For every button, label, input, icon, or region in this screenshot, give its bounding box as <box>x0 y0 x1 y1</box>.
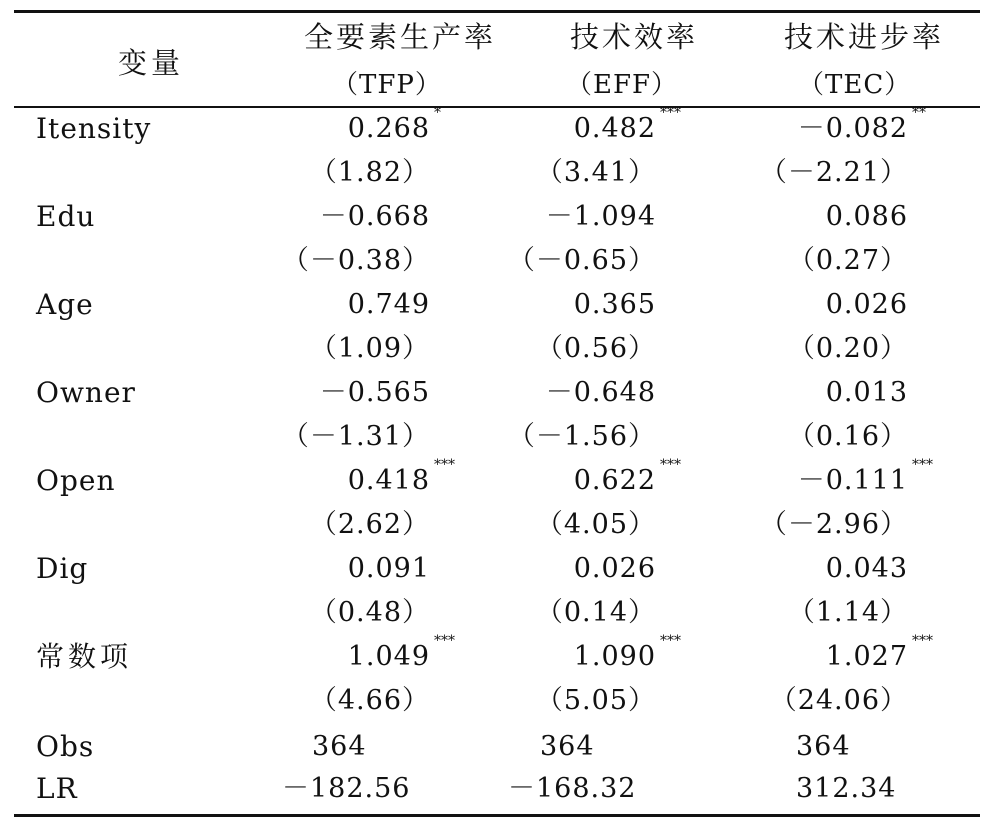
significance-stars: *** <box>912 633 933 649</box>
tstat-age-tec: （0.20） <box>787 333 908 364</box>
tstat-constant-tfp: （4.66） <box>309 685 430 716</box>
coef-owner-tfp: －0.565 <box>319 377 430 408</box>
coef-open-eff: 0.622 *** <box>573 457 681 496</box>
significance-stars: *** <box>660 105 681 121</box>
significance-stars: *** <box>434 457 455 473</box>
header-col-tec-abbr: （TEC） <box>798 70 912 100</box>
row-label-constant: 常数项 <box>36 640 133 673</box>
tstat-itensity-tfp: （1.82） <box>309 157 430 188</box>
row-label-age: Age <box>36 288 94 321</box>
coef-dig-tfp: 0.091 <box>347 553 430 584</box>
significance-stars: *** <box>660 633 681 649</box>
regression-table <box>14 6 980 826</box>
row-label-lr: LR <box>36 772 78 805</box>
row-label-itensity: Itensity <box>36 112 152 145</box>
coef-itensity-tec: －0.082 ** <box>797 105 926 144</box>
coef-constant-eff: 1.090 *** <box>573 633 681 672</box>
tstat-owner-tec: （0.16） <box>787 421 908 452</box>
tstat-edu-tfp: （－0.38） <box>281 245 430 276</box>
tstat-owner-tfp: （－1.31） <box>281 421 430 452</box>
lr-tfp: －182.56 <box>282 773 411 804</box>
significance-stars: *** <box>434 633 455 649</box>
row-label-open: Open <box>36 464 116 497</box>
header-col-tfp-abbr: （TFP） <box>332 70 442 100</box>
coef-open-tec: －0.111 *** <box>797 457 933 496</box>
tstat-itensity-eff: （3.41） <box>535 157 656 188</box>
coef-open-tfp: 0.418 *** <box>347 457 455 496</box>
obs-tfp: 364 <box>312 731 367 762</box>
header-rule <box>14 106 980 108</box>
coef-dig-tec: 0.043 <box>825 553 908 584</box>
tstat-owner-eff: （－1.56） <box>507 421 656 452</box>
tstat-open-eff: （4.05） <box>535 509 656 540</box>
tstat-constant-tec: （24.06） <box>769 685 908 716</box>
coef-itensity-eff: 0.482 *** <box>573 105 681 144</box>
significance-stars: * <box>434 105 441 121</box>
tstat-dig-tec: （1.14） <box>787 597 908 628</box>
significance-stars: *** <box>660 457 681 473</box>
row-label-edu: Edu <box>36 200 96 233</box>
header-col-eff-abbr: （EFF） <box>566 70 679 100</box>
coef-edu-tfp: －0.668 <box>319 201 430 232</box>
coef-edu-eff: －1.094 <box>545 201 656 232</box>
tstat-edu-tec: （0.27） <box>787 245 908 276</box>
header-col-tfp-title: 全要素生产率 <box>304 20 497 54</box>
coef-constant-tec: 1.027 *** <box>825 633 933 672</box>
obs-tec: 364 <box>796 731 851 762</box>
tstat-age-eff: （0.56） <box>535 333 656 364</box>
tstat-constant-eff: （5.05） <box>535 685 656 716</box>
row-label-obs: Obs <box>36 730 95 763</box>
header-col-tec-title: 技术进步率 <box>784 20 945 54</box>
lr-eff: －168.32 <box>508 773 637 804</box>
coef-age-tec: 0.026 <box>825 289 908 320</box>
lr-tec: 312.34 <box>796 773 897 804</box>
coef-itensity-tfp: 0.268 * <box>347 105 441 144</box>
tstat-edu-eff: （－0.65） <box>507 245 656 276</box>
obs-eff: 364 <box>540 731 595 762</box>
significance-stars: *** <box>912 457 933 473</box>
tstat-open-tec: （－2.96） <box>759 509 908 540</box>
coef-constant-tfp: 1.049 *** <box>347 633 455 672</box>
significance-stars: ** <box>912 105 926 121</box>
coef-edu-tec: 0.086 <box>825 201 908 232</box>
row-label-dig: Dig <box>36 552 89 585</box>
coef-dig-eff: 0.026 <box>573 553 656 584</box>
coef-owner-eff: －0.648 <box>545 377 656 408</box>
coef-owner-tec: 0.013 <box>825 377 908 408</box>
coef-age-tfp: 0.749 <box>347 289 430 320</box>
header-col-eff-title: 技术效率 <box>570 20 699 54</box>
coef-age-eff: 0.365 <box>573 289 656 320</box>
top-rule <box>14 10 980 13</box>
tstat-age-tfp: （1.09） <box>309 333 430 364</box>
tstat-itensity-tec: （－2.21） <box>759 157 908 188</box>
row-label-owner: Owner <box>36 376 136 409</box>
header-variable: 变量 <box>118 46 185 80</box>
tstat-open-tfp: （2.62） <box>309 509 430 540</box>
bottom-rule <box>14 814 980 817</box>
tstat-dig-tfp: （0.48） <box>309 597 430 628</box>
tstat-dig-eff: （0.14） <box>535 597 656 628</box>
